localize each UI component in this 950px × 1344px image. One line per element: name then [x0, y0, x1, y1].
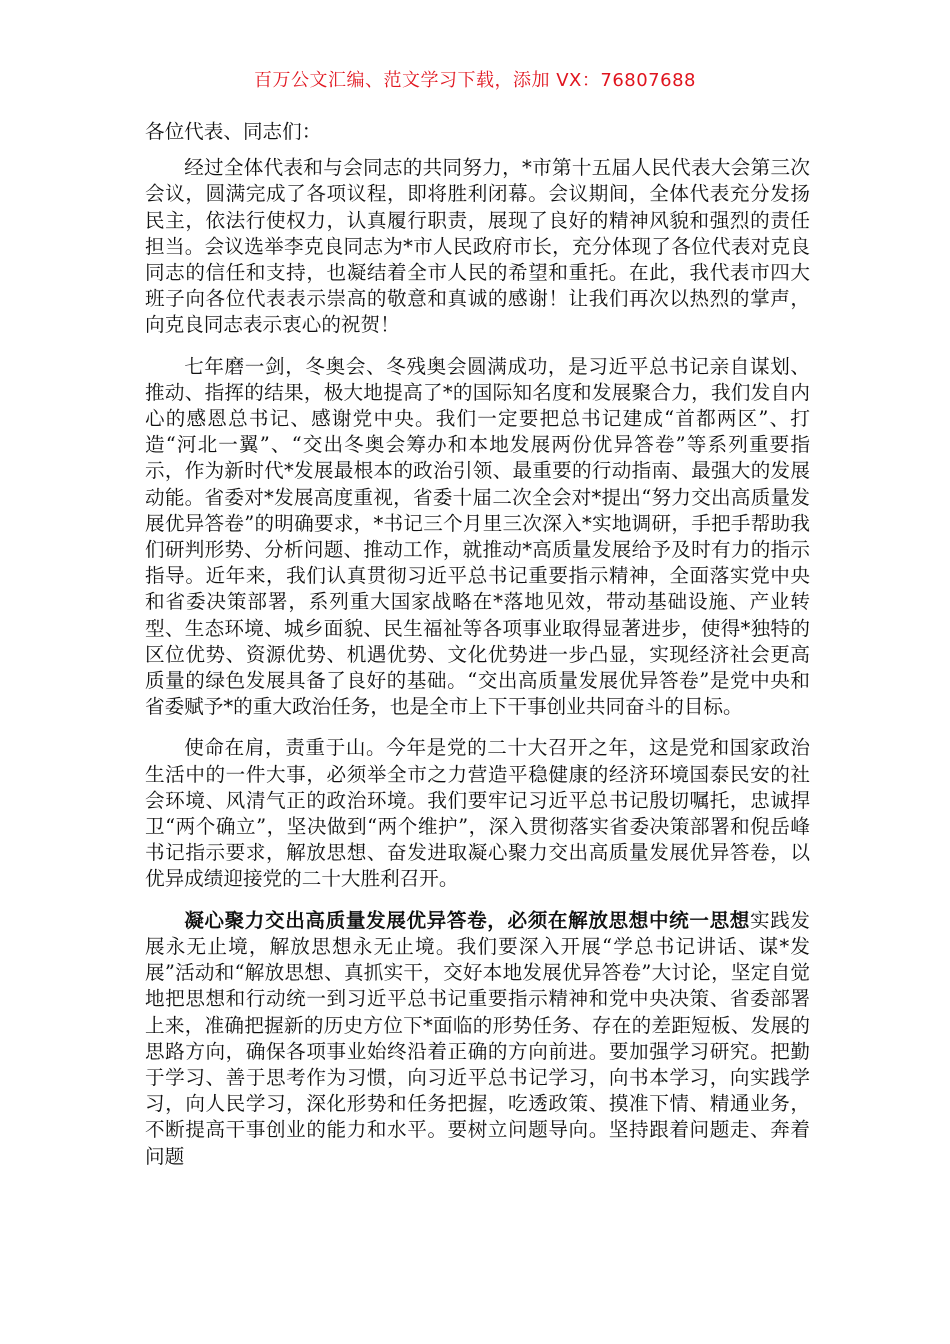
section-paragraph: [145, 908, 810, 1170]
document-body: [145, 119, 810, 1185]
section-heading: 凝心聚力交出高质量发展优异答卷，必须在解放思想中统一思想: [184, 908, 750, 932]
greeting: 各位代表、同志们：: [145, 120, 322, 143]
paragraph-2: 七年磨一剑，冬奥会、冬残奥会圆满成功，是习近平总书记亲自谋划、推动、指挥的结果，极大地提高了*的国际知名度和发展聚合力，我们发自内心的感恩总书记、感谢党中央。我们一定要把总书记建成“首都两区”、打造“河北一翼”、“交出冬奥会筹办和本地发展两份优异答卷”等系列重要指示，作为新时代*发展最根本的政治引领、最重要的行动指南、最强大的发展动能。省委对*发展高度重视，省委十届二次全会对*提出“努力交出高质量发展优异答卷”的明确要求，*书记三个月里三次深入*实地调研，手把手帮助我们研判形势、分析问题、推动工作，就推动*高质量发展给予及时有力的指示指导。近年来，我们认真贯彻习近平总书记重要指示精神，全面落实党中央和省委决策部署，系列重大国家战略在*落地见效，带动基础设施、产业转型、生态环境、城乡面貌、民生福祉等各项事业取得显著进步，使得*独特的区位优势、资源优势、机遇优势、文化优势进一步凸显，实现经济社会更高质量的绿色发展具备了良好的基础。“交出高质量发展优异答卷”是党中央和省委赋予*的重大政治任务，也是全市上下干事创业共同奋斗的目标。: [145, 354, 810, 719]
header-banner: 百万公文汇编、范文学习下载，添加 VX：76807688: [254, 70, 696, 91]
paragraph-3: 使命在肩，责重于山。今年是党的二十大召开之年，这是党和国家政治生活中的一件大事，必须举全市之力营造平稳健康的经济环境国泰民安的社会环境、风清气正的政治环境。我们要牢记习近平总书记殷切嘱托，忠诚捍卫“两个确立”，坚决做到“两个维护”，深入贯彻落实省委决策部署和倪岳峰书记指示要求，解放思想、奋发进取凝心聚力交出高质量发展优异答卷，以优异成绩迎接党的二十大胜利召开。: [145, 736, 810, 891]
paragraph-1: 经过全体代表和与会同志的共同努力，*市第十五届人民代表大会第三次会议，圆满完成了各项议程，即将胜利闭幕。会议期间，全体代表充分发扬民主，依法行使权力，认真履行职责，展现了良好的精神风貌和强烈的责任担当。会议选举李克良同志为*市人民政府市长，充分体现了各位代表对克良同志的信任和支持，也凝结着全市人民的希望和重托。在此，我代表市四大班子向各位代表表示崇高的敬意和真诚的感谢！让我们再次以热烈的掌声，向克良同志表示衷心的祝贺！: [145, 156, 810, 337]
section-text: 实践发展永无止境，解放思想永无止境。我们要深入开展“学总书记讲话、谋*发展”活动和“解放思想、真抓实干，交好本地发展优异答卷”大讨论，坚定自觉地把思想和行动统一到习近平总书记重要指示精神和党中央决策、省委部署上来，准确把握新的历史方位下*面临的形势任务、存在的差距短板、发展的思路方向，确保各项事业始终沿着正确的方向前进。要加强学习研究。把勤于学习、善于思考作为习惯，向习近平总书记学习，向书本学习，向实践学习，向人民学习，深化形势和任务把握，吃透政策、摸准下情、精通业务，不断提高干事创业的能力和水平。要树立问题导向。坚持跟着问题走、奔着问题: [145, 908, 811, 1168]
